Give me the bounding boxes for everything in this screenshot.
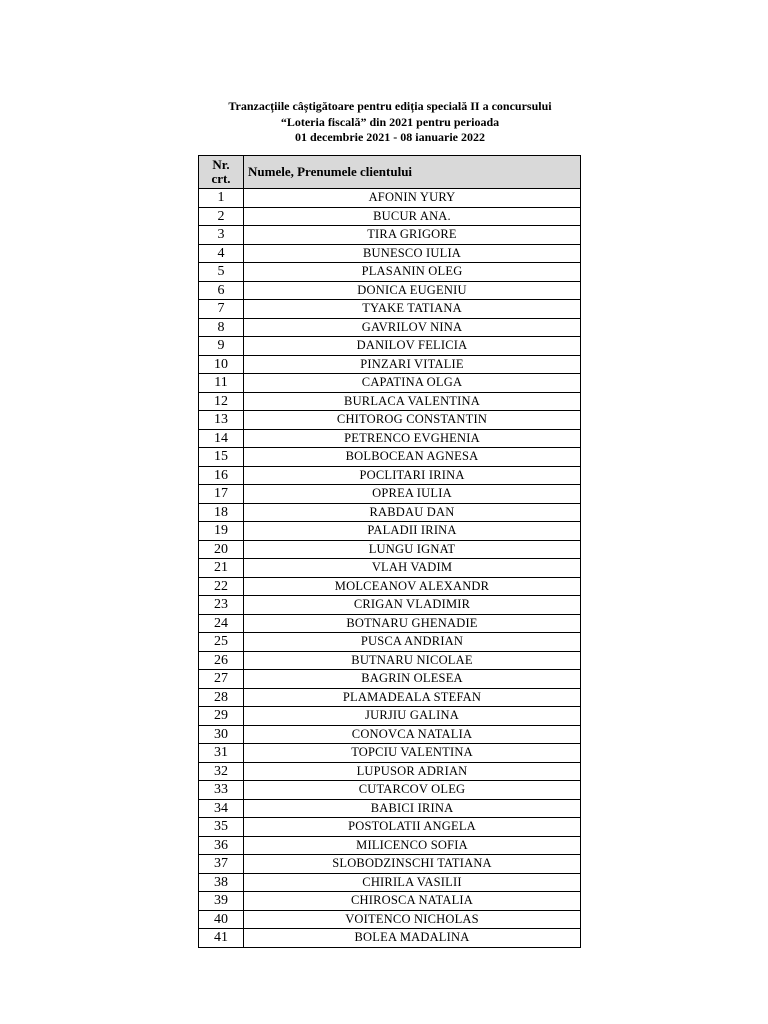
client-name: BOLEA MADALINA <box>244 929 581 948</box>
table-row <box>199 429 581 448</box>
row-number: 40 <box>199 910 244 929</box>
client-name: DONICA EUGENIU <box>244 281 581 300</box>
row-number: 25 <box>199 633 244 652</box>
header-client-name: Numele, Prenumele clientului <box>244 156 581 189</box>
table-row <box>199 910 581 929</box>
row-number: 9 <box>199 337 244 356</box>
row-number: 36 <box>199 836 244 855</box>
row-number: 39 <box>199 892 244 911</box>
client-name: PINZARI VITALIE <box>244 355 581 374</box>
client-name: CONOVCA NATALIA <box>244 725 581 744</box>
row-number: 26 <box>199 651 244 670</box>
row-number: 34 <box>199 799 244 818</box>
row-number: 24 <box>199 614 244 633</box>
row-number: 17 <box>199 485 244 504</box>
row-number: 11 <box>199 374 244 393</box>
row-number: 41 <box>199 929 244 948</box>
client-name: BAGRIN OLESEA <box>244 670 581 689</box>
table-row <box>199 189 581 208</box>
table-row <box>199 318 581 337</box>
table-header <box>199 156 581 189</box>
row-number: 1 <box>199 189 244 208</box>
row-number: 38 <box>199 873 244 892</box>
client-name: DANILOV FELICIA <box>244 337 581 356</box>
row-number: 28 <box>199 688 244 707</box>
row-number: 4 <box>199 244 244 263</box>
document-heading <box>0 99 768 146</box>
table-row <box>199 244 581 263</box>
table-row <box>199 855 581 874</box>
client-name: RABDAU DAN <box>244 503 581 522</box>
client-name: CHIROSCA NATALIA <box>244 892 581 911</box>
row-number: 37 <box>199 855 244 874</box>
table-body <box>199 189 581 948</box>
table-row <box>199 725 581 744</box>
row-number: 3 <box>199 226 244 245</box>
client-name: PALADII IRINA <box>244 522 581 541</box>
table-row <box>199 466 581 485</box>
row-number: 8 <box>199 318 244 337</box>
client-name: BOLBOCEAN AGNESA <box>244 448 581 467</box>
client-name: SLOBODZINSCHI TATIANA <box>244 855 581 874</box>
client-name: JURJIU GALINA <box>244 707 581 726</box>
client-name: CUTARCOV OLEG <box>244 781 581 800</box>
table-row <box>199 207 581 226</box>
client-name: MOLCEANOV ALEXANDR <box>244 577 581 596</box>
table-row <box>199 337 581 356</box>
table-row <box>199 614 581 633</box>
client-name: OPREA IULIA <box>244 485 581 504</box>
table-row <box>199 448 581 467</box>
row-number: 12 <box>199 392 244 411</box>
client-name: TOPCIU VALENTINA <box>244 744 581 763</box>
client-name: CRIGAN VLADIMIR <box>244 596 581 615</box>
row-number: 31 <box>199 744 244 763</box>
client-name: BURLACA VALENTINA <box>244 392 581 411</box>
client-name: CAPATINA OLGA <box>244 374 581 393</box>
row-number: 2 <box>199 207 244 226</box>
row-number: 6 <box>199 281 244 300</box>
row-number: 30 <box>199 725 244 744</box>
row-number: 15 <box>199 448 244 467</box>
row-number: 10 <box>199 355 244 374</box>
table-row <box>199 355 581 374</box>
table-row <box>199 781 581 800</box>
row-number: 16 <box>199 466 244 485</box>
table-row <box>199 818 581 837</box>
table-row <box>199 836 581 855</box>
header-row <box>199 156 581 189</box>
table-row <box>199 559 581 578</box>
table-row <box>199 892 581 911</box>
table-row <box>199 873 581 892</box>
client-name: POSTOLATII ANGELA <box>244 818 581 837</box>
client-name: TIRA GRIGORE <box>244 226 581 245</box>
row-number: 35 <box>199 818 244 837</box>
header-nr-crt <box>199 156 244 189</box>
client-name: GAVRILOV NINA <box>244 318 581 337</box>
heading-line-2: “Loteria fiscală” din 2021 pentru perioada <box>280 114 500 129</box>
table-row <box>199 300 581 319</box>
table-row <box>199 707 581 726</box>
client-name: CHITOROG CONSTANTIN <box>244 411 581 430</box>
table-row <box>199 577 581 596</box>
client-name: BUCUR ANA. <box>244 207 581 226</box>
table-row <box>199 670 581 689</box>
client-name: BABICI IRINA <box>244 799 581 818</box>
client-name: LUNGU IGNAT <box>244 540 581 559</box>
client-name: PLASANIN OLEG <box>244 263 581 282</box>
table-row <box>199 540 581 559</box>
client-name: TYAKE TATIANA <box>244 300 581 319</box>
table-row <box>199 522 581 541</box>
table-row <box>199 411 581 430</box>
table-row <box>199 651 581 670</box>
header-nr-label: Nr. <box>212 157 230 172</box>
table-row <box>199 281 581 300</box>
table-row <box>199 688 581 707</box>
table-row <box>199 799 581 818</box>
client-name: AFONIN YURY <box>244 189 581 208</box>
table-row <box>199 226 581 245</box>
row-number: 19 <box>199 522 244 541</box>
table-row <box>199 503 581 522</box>
client-name: VLAH VADIM <box>244 559 581 578</box>
table-row <box>199 374 581 393</box>
row-number: 22 <box>199 577 244 596</box>
row-number: 14 <box>199 429 244 448</box>
client-name: BUTNARU NICOLAE <box>244 651 581 670</box>
table-row <box>199 392 581 411</box>
client-name: PETRENCO EVGHENIA <box>244 429 581 448</box>
table-row <box>199 596 581 615</box>
row-number: 5 <box>199 263 244 282</box>
winners-table <box>198 155 581 948</box>
table-row <box>199 929 581 948</box>
client-name: PUSCA ANDRIAN <box>244 633 581 652</box>
row-number: 33 <box>199 781 244 800</box>
heading-line-3: 01 decembrie 2021 - 08 ianuarie 2022 <box>295 130 485 144</box>
header-crt-label: crt. <box>211 171 231 186</box>
client-name: PLAMADEALA STEFAN <box>244 688 581 707</box>
table-row <box>199 263 581 282</box>
row-number: 29 <box>199 707 244 726</box>
row-number: 32 <box>199 762 244 781</box>
table-row <box>199 744 581 763</box>
row-number: 7 <box>199 300 244 319</box>
heading-line-1: Tranzacțiile câștigătoare pentru ediția specială II a concursului <box>228 99 552 113</box>
row-number: 18 <box>199 503 244 522</box>
table-row <box>199 762 581 781</box>
client-name: POCLITARI IRINA <box>244 466 581 485</box>
row-number: 13 <box>199 411 244 430</box>
table-row <box>199 485 581 504</box>
table-row <box>199 633 581 652</box>
client-name: CHIRILA VASILII <box>244 873 581 892</box>
row-number: 21 <box>199 559 244 578</box>
row-number: 23 <box>199 596 244 615</box>
client-name: BOTNARU GHENADIE <box>244 614 581 633</box>
client-name: MILICENCO SOFIA <box>244 836 581 855</box>
client-name: BUNESCO IULIA <box>244 244 581 263</box>
client-name: VOITENCO NICHOLAS <box>244 910 581 929</box>
client-name: LUPUSOR ADRIAN <box>244 762 581 781</box>
row-number: 20 <box>199 540 244 559</box>
row-number: 27 <box>199 670 244 689</box>
